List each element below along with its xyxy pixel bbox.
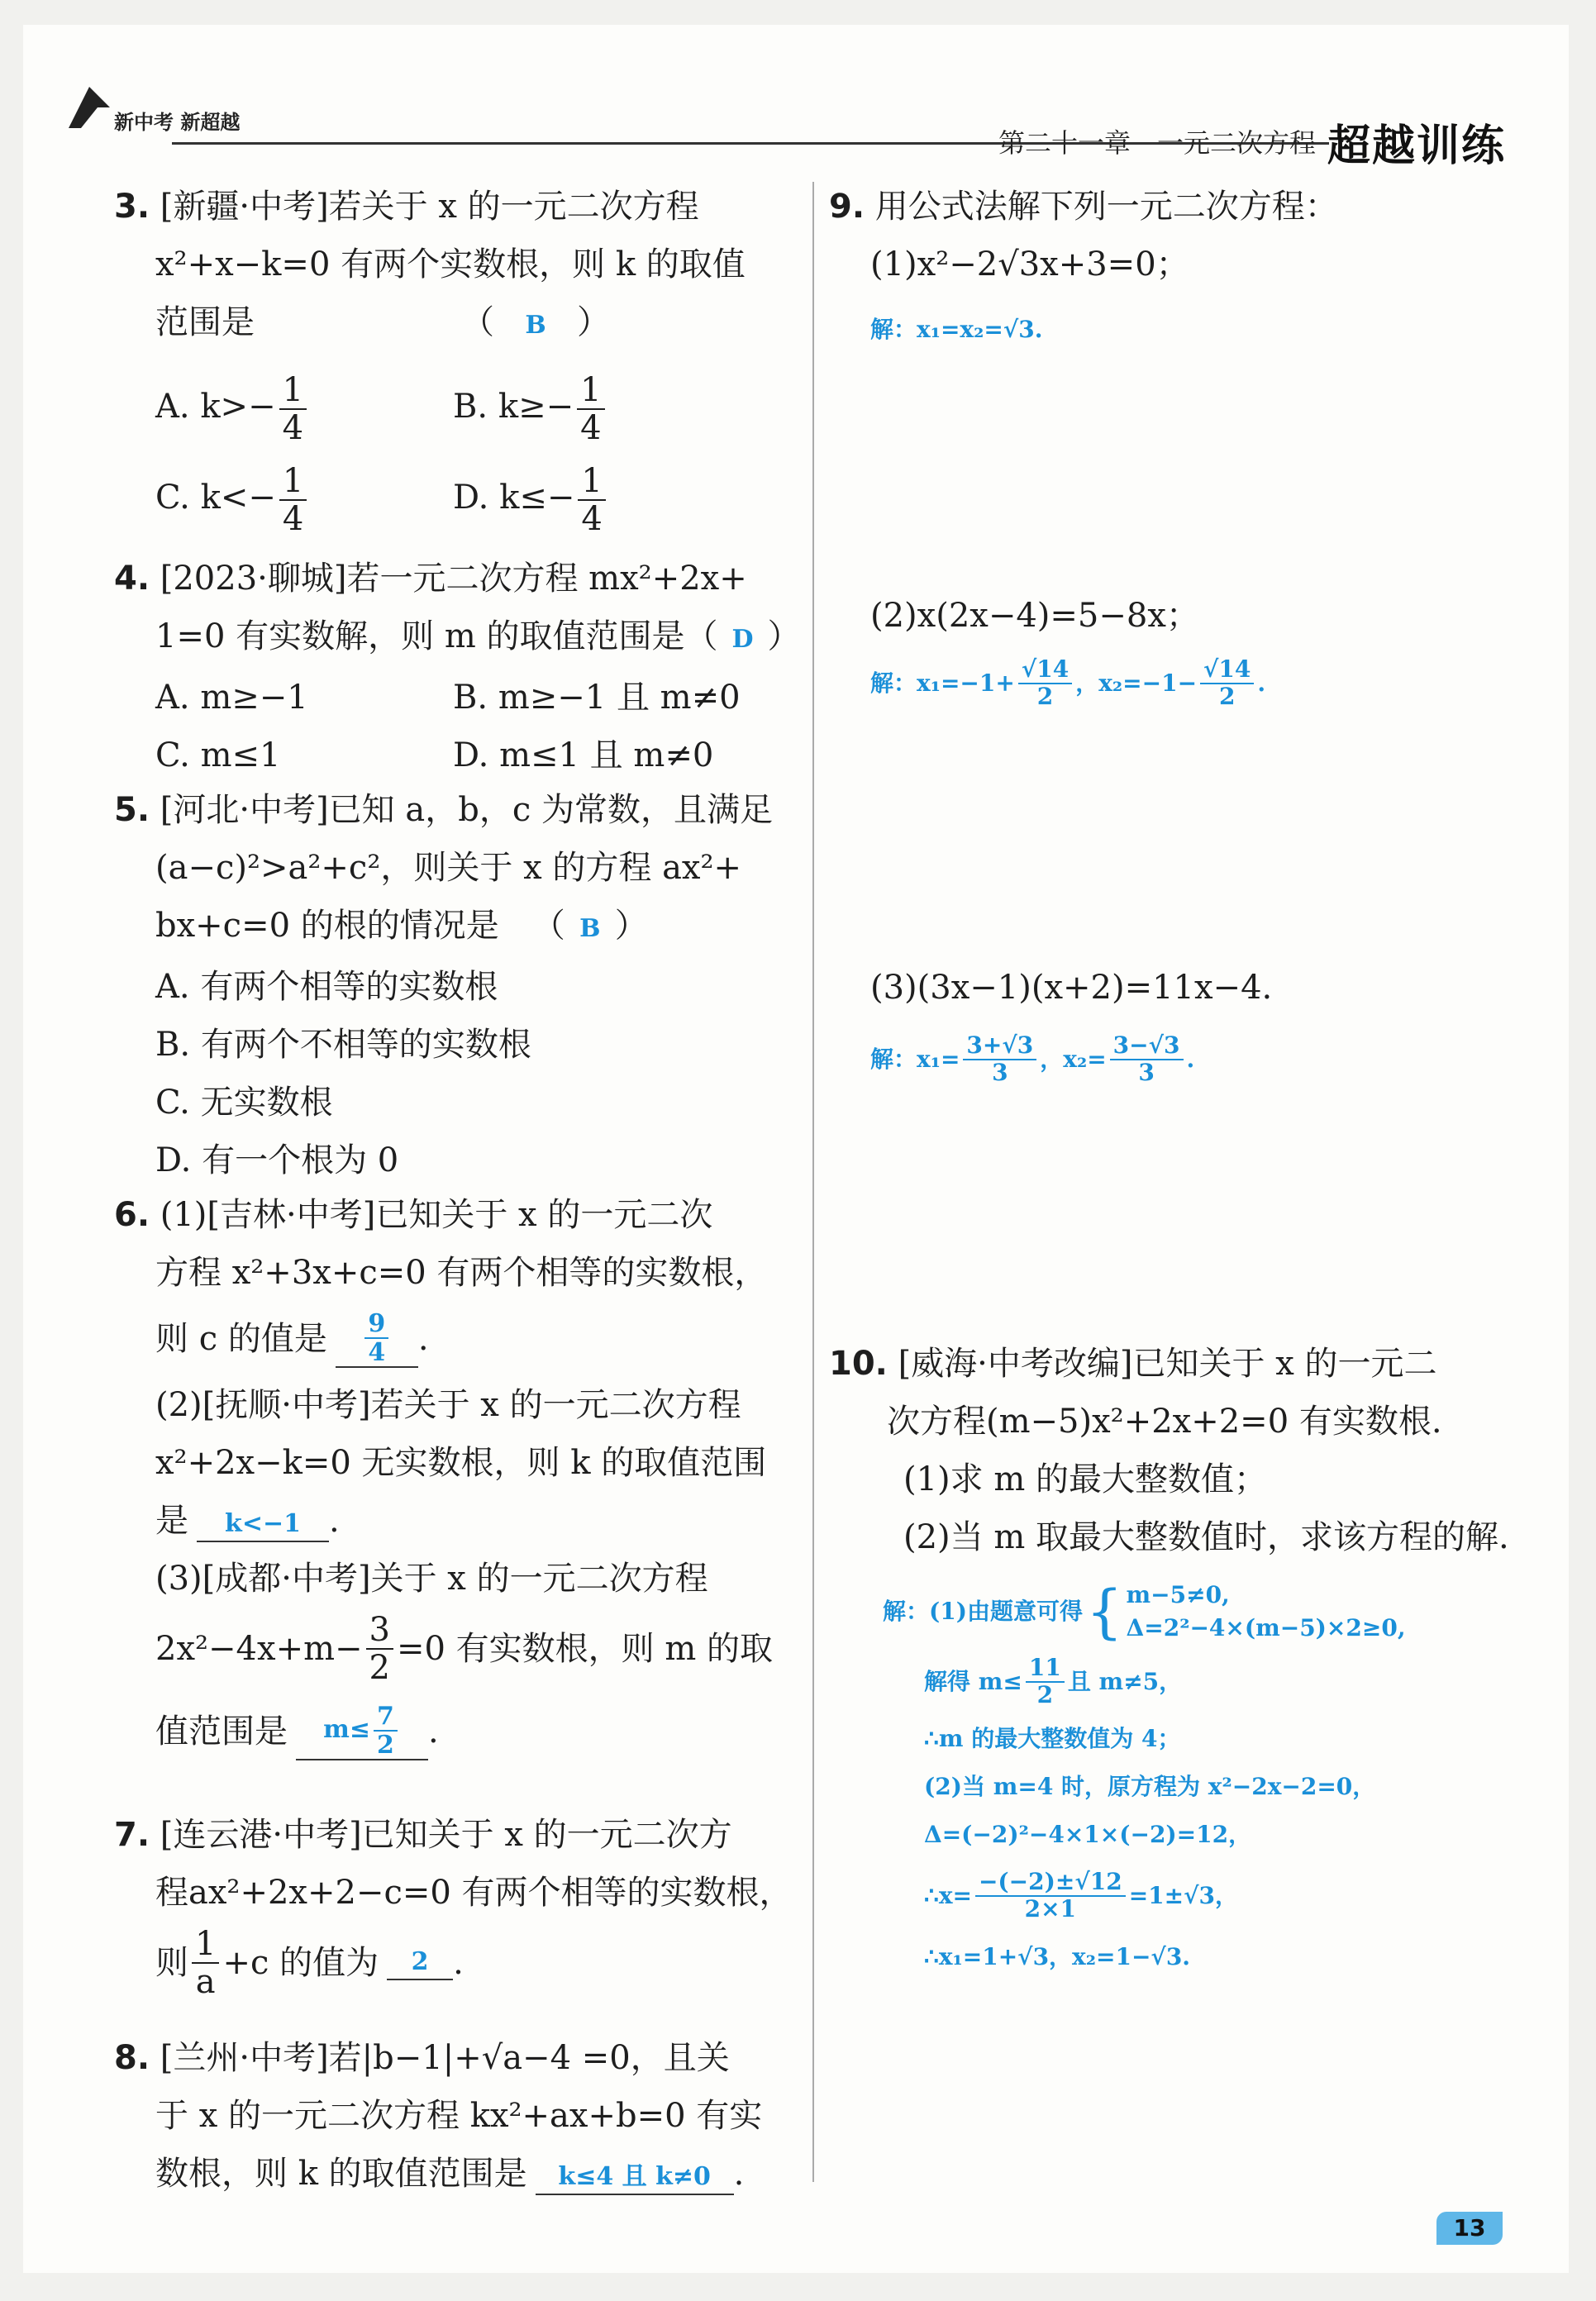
workbook-page bbox=[23, 25, 1569, 2273]
q9-part-2: (2)x(2x−4)=5−8x； bbox=[870, 597, 1199, 635]
question-7: 7. [连云港·中考]已知关于 x 的一元二次方 程ax²+2x+2−c=0 有两个相等的实数根， 则 $\frac{1}{a}$ +c 的值为 2 . bbox=[114, 1816, 793, 2001]
question-3: 3. [新疆·中考]若关于 x 的一元二次方程 x²+x−k=0 有两个实数根，则 k 的取值 范围是 （ B ） bbox=[114, 178, 746, 355]
page-number: 13 bbox=[1436, 2212, 1503, 2245]
question-8: 8. [兰州·中考]若|b−1|+√a−4 =0，且关 于 x 的一元二次方程 kx²+ax+b=0 有实 数根，则 k 的取值范围是 k≤4 且 k≠0 . bbox=[114, 2029, 762, 2203]
q9-solution-1: 解：x₁=x₂=√3. bbox=[870, 316, 1043, 343]
column-divider bbox=[812, 182, 814, 2182]
question-3-options: A. k>− $\frac{1}{4}$ B. k≥− $\frac{1}{4}$ C. k<− $\frac{1}{4}$ D. k≤− $\frac{1}{4}$ bbox=[155, 364, 609, 545]
q9-part-3: (3)(3x−1)(x+2)=11x−4. bbox=[870, 969, 1273, 1007]
question-4: 4. [2023·聊城]若一元二次方程 mx²+2x+ 1=0 有实数解，则 m 的取值范围是（ D ） A. m≥−1 B. m≥−1 且 m≠0 C. m≤1 D. m≤1 且 m≠0 bbox=[114, 560, 801, 774]
logo-arrow-icon bbox=[64, 83, 114, 136]
question-5: 5. [河北·中考]已知 a，b，c 为常数，且满足 (a−c)²>a²+c²，则关于 x 的方程 ax²+ bx+c=0 的根的情况是 （ B ） A. 有两个相等的实数根 B. 有两个不相等的实数根 C. 无实数根 D. 有一个根为 0 bbox=[114, 791, 773, 1179]
question-6: 6. (1)[吉林·中考]已知关于 x 的一元二次 方程 x²+3x+c=0 有两个相等的实数根， 则 c 的值是 $\frac{9}{4}$ . (2)[抚顺·中考]若关于 x 的一元二次方程 x²+2x−k=0 无实数根，则 k 的取值范围 是 k<−1 . (3)[成都·中考]关于 x 的一元二次方程 2x²−4x+m− $\frac{3}{2}$ =0 有实数根，则 m 的取 值范围是 m≤ $\frac{7}{2}$ . bbox=[114, 1196, 774, 1760]
q10-solution: 解：(1)由题意可得 { m−5≠0, Δ=2²−4×(m−5)×2≥0, 解得 m≤ $\frac{11}{2}$ 且 m≠5， ∴m 的最大整数值为 4； (2)当 m=4 时，原方程为 x²−2x−2=0， Δ=(−2)²−4×1×(−2)=12， ∴x= $\frac{-(-2)\pm√12}{2\times 1}$ =1±√3， ∴x₁=1+√3，x₂=1−√3. bbox=[883, 1578, 1406, 1970]
q9-solution-2: 解：x₁=−1+ $\frac{√14}{2}$ ，x₂=−1− $\frac{√14}{2}$ . bbox=[870, 655, 1266, 710]
chapter-title: 第二十一章 一元二次方程 bbox=[998, 127, 1317, 159]
brand-title: 超越训练 bbox=[1327, 121, 1507, 171]
question-10: 10. [威海·中考改编]已知关于 x 的一元二 次方程(m−5)x²+2x+2=0 有实数根. (1)求 m 的最大整数值； (2)当 m 取最大整数值时，求该方程的解. bbox=[829, 1345, 1509, 1556]
header-series-label: 新中考 新超越 bbox=[114, 111, 241, 134]
q9-solution-3: 解：x₁= $\frac{3+√3}{3}$ ，x₂= $\frac{3-√3}{3}$ . bbox=[870, 1031, 1195, 1086]
question-9: 9. 用公式法解下列一元二次方程： (1)x²−2√3x+3=0； bbox=[829, 188, 1338, 283]
answer-choice: B bbox=[525, 311, 546, 340]
